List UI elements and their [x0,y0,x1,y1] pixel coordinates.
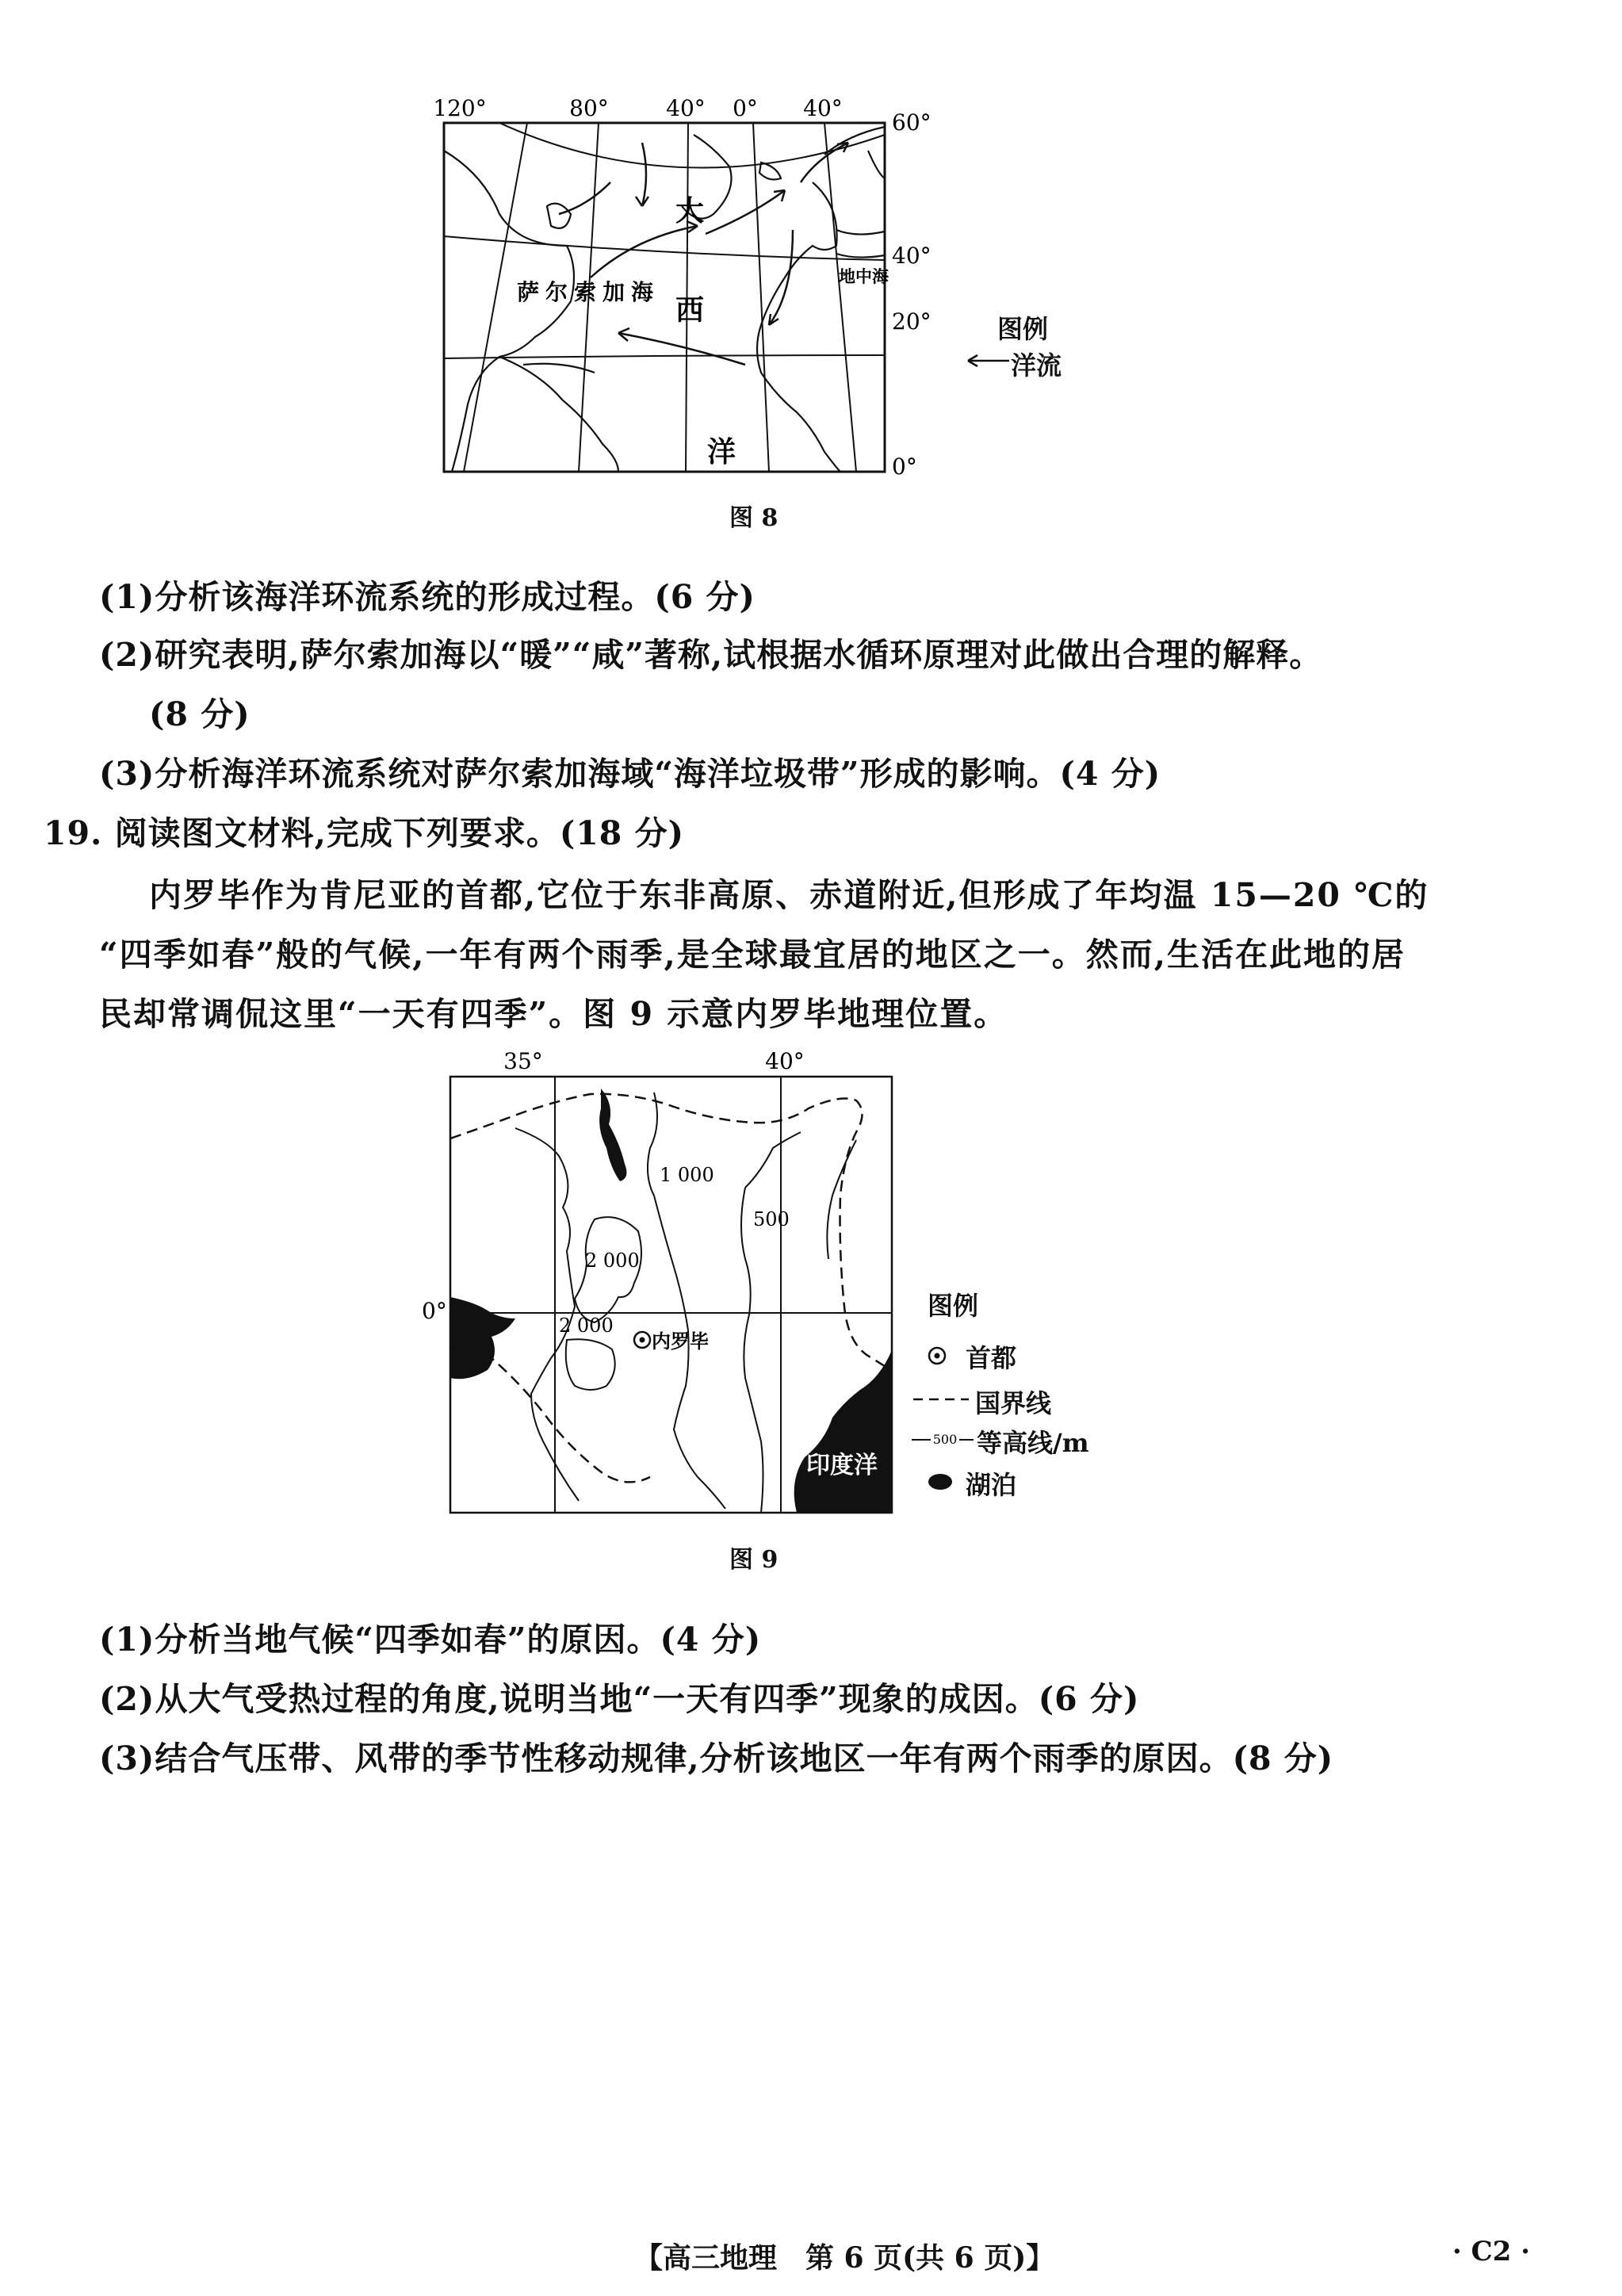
q19-subquestion-2: (2)从大气受热过程的角度,说明当地“一天有四季”现象的成因。(6 分) [99,1680,1140,1718]
fig8-sargasso-label: 萨尔索加海 [517,279,660,305]
q18-subquestion-3: (3)分析海洋环流系统对萨尔索加海域“海洋垃圾带”形成的影响。(4 分) [99,755,1161,793]
fig9-legend-contour-line [910,1427,975,1451]
fig9-ocean-label: 印度洋 [806,1452,878,1479]
fig9-contour-label-1000: 1 000 [660,1164,714,1186]
fig8-coastlines [444,127,885,472]
fig8-legend-arrow-icon [963,349,1011,373]
north-equatorial-current [618,333,745,365]
fig9-legend-capital-icon [926,1345,948,1367]
fig8-tick-40w: 40° [666,95,706,121]
fig9-tick-35: 35° [503,1048,543,1074]
figure-9-map [412,1045,935,1521]
canary-current [769,230,793,325]
fig9-contour-label-2000-north: 2 000 [585,1249,640,1272]
fig9-legend-capital-label: 首都 [966,1343,1017,1373]
q19-paragraph-line-2: “四季如春”般的气候,一年有两个雨季,是全球最宜居的地区之一。然而,生活在此地的居 [99,936,1406,974]
fig8-tick-120: 120° [433,95,487,121]
fig8-tick-0: 0° [733,95,758,121]
q18-subquestion-2: (2)研究表明,萨尔索加海以“暖”“咸”著称,试根据水循环原理对此做出合理的解释。 [99,636,1323,674]
q18-subquestion-1: (1)分析该海洋环流系统的形成过程。(6 分) [99,578,756,616]
fig9-legend-border-line [910,1387,972,1411]
fig8-caption: 图 8 [729,504,778,532]
fig9-contour-label-500: 500 [753,1208,790,1230]
fig9-contour-label-2000-south: 2 000 [559,1314,614,1337]
q19-subquestion-3: (3)结合气压带、风带的季节性移动规律,分析该地区一年有两个雨季的原因。(8 分) [99,1739,1334,1777]
figure-8-map [381,87,983,499]
lake-victoria [450,1297,515,1379]
fig9-border [450,1094,892,1483]
fig8-ocean-char-1: 大 [675,194,705,228]
fig8-ocean-char-2: 西 [675,293,705,327]
fig9-legend-lake-icon [926,1471,954,1493]
fig8-legend-current-label: 洋流 [1011,350,1062,381]
fig8-tick-20n: 20° [892,308,932,335]
fig9-tick-0: 0° [422,1298,447,1324]
fig8-tick-60n: 60° [892,109,932,136]
q19-subquestion-1: (1)分析当地气候“四季如春”的原因。(4 分) [99,1621,762,1659]
east-greenland-current [642,143,646,206]
fig8-tick-40e: 40° [803,95,843,121]
fig8-ocean-char-3: 洋 [707,435,736,469]
q18-subquestion-2-points: (8 分) [149,695,251,733]
north-atlantic-current [706,190,785,234]
fig8-tick-40n: 40° [892,243,932,269]
fig8-tick-0n: 0° [892,453,917,480]
fig9-legend-contour-label: 等高线/m [977,1428,1089,1458]
fig8-graticule [444,123,885,472]
gulf-stream-current [591,226,698,277]
footer-page-title: 【高三地理 第 6 页(共 6 页)】 [634,2241,1055,2275]
q19-paragraph-line-1: 内罗毕作为肯尼亚的首都,它位于东非高原、赤道附近,但形成了年均温 15—20 ℃的 [149,876,1429,914]
fig9-legend-lake-label: 湖泊 [966,1470,1017,1500]
fig9-capital-label: 内罗毕 [652,1330,709,1353]
fig9-tick-40: 40° [765,1048,805,1074]
fig9-legend-contour-value: 500 [932,1432,958,1447]
indian-ocean [794,1350,892,1513]
q19-heading: 19. 阅读图文材料,完成下列要求。(18 分) [44,814,685,852]
fig9-caption: 图 9 [729,1546,778,1574]
fig9-contours [515,1093,856,1513]
fig8-legend-title: 图例 [997,314,1049,344]
fig9-legend-border-label: 国界线 [975,1388,1052,1418]
fig8-frame [444,123,885,472]
nairobi-capital-dot [640,1337,645,1343]
q19-paragraph-line-3: 民却常调侃这里“一天有四季”。图 9 示意内罗毕地理位置。 [99,995,1008,1033]
footer-code: · C2 · [1452,2236,1531,2267]
lake-turkana [599,1089,626,1181]
fig8-mediterranean-label: 地中海 [839,266,889,286]
fig8-tick-80: 80° [569,95,609,121]
fig9-legend-title: 图例 [928,1291,979,1321]
